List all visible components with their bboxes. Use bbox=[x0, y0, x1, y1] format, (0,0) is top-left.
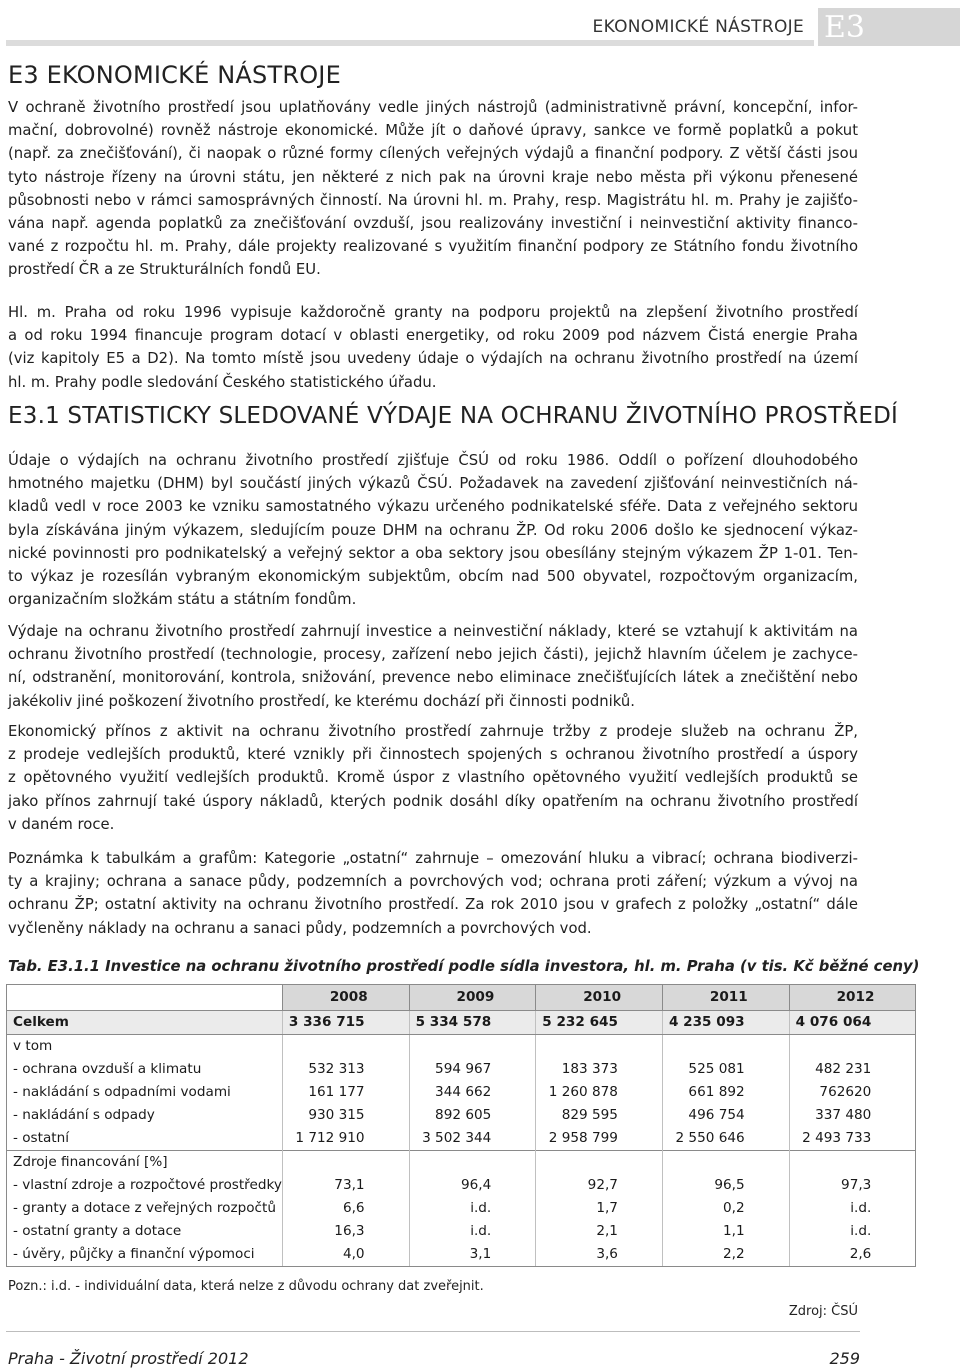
table-cell: 97,3 bbox=[789, 1174, 916, 1197]
paragraph-grants bbox=[8, 301, 858, 394]
table-caption: Tab. E3.1.1 Investice na ochranu životního prostředí podle sídla investora, hl. m. Praha (v tis. Kč běžné ceny) bbox=[8, 958, 920, 975]
text-line: prostředí ČR a ze Strukturálních fondů EU. bbox=[8, 261, 321, 279]
table-row bbox=[7, 1174, 916, 1197]
table-cell: 5 334 578 bbox=[409, 1011, 536, 1035]
header-rule bbox=[6, 40, 814, 46]
table-cell bbox=[536, 1035, 663, 1059]
text-line: hl. m. Prahy podle sledování Českého statistického úřadu. bbox=[8, 373, 437, 391]
table-cell: 532 313 bbox=[282, 1058, 409, 1081]
table-row-label: - granty a dotace z veřejných rozpočtů bbox=[7, 1197, 283, 1220]
text-line: organizačním složkám státu a státním fondům. bbox=[8, 591, 357, 609]
table-row bbox=[7, 1104, 916, 1127]
table-cell: 2 493 733 bbox=[789, 1127, 916, 1151]
table-row bbox=[7, 1243, 916, 1267]
table-cell: 96,5 bbox=[662, 1174, 789, 1197]
text-line: nické povinnosti pro podnikatelský a veřejný sektor a oba sektory jsou obesílány stejným výkazem ŽP 1-01. Ten- bbox=[8, 544, 858, 562]
table-row-label: - ochrana ovzduší a klimatu bbox=[7, 1058, 283, 1081]
text-line: (např. za znečišťování), či naopak o různé formy cílených veřejných výdajů a finanční podpory. Z větší části jsou bbox=[8, 145, 858, 163]
footer-publication: Praha - Životní prostředí 2012 bbox=[8, 1349, 249, 1368]
text-line: ty a krajiny; ochrana a sanace půdy, podzemních a povrchových vod; ochrana proti záření; výzkum a vývoj na bbox=[8, 873, 858, 891]
table-cell: 594 967 bbox=[409, 1058, 536, 1081]
table-row-label: - nakládání s odpadními vodami bbox=[7, 1081, 283, 1104]
text-line: ochranu ŽP; ostatní aktivity na ochranu životního prostředí. Za rok 2010 jsou v grafech z položky „ostatní“ dále bbox=[8, 896, 858, 914]
text-line: mační, dobrovolné) rovněž nástroje ekonomické. Může jít o daňové úpravy, sankce ve formě poplatků a pokut bbox=[8, 122, 858, 140]
table-cell: 4,0 bbox=[282, 1243, 409, 1267]
table-header-blank bbox=[7, 985, 283, 1011]
table-cell bbox=[789, 1035, 916, 1059]
table-cell: 829 595 bbox=[536, 1104, 663, 1127]
text-line: (viz kapitoly E5 a D2). Na tomto místě jsou uvedeny údaje o výdajích na ochranu životního prostředí na území bbox=[8, 350, 858, 368]
investment-table bbox=[6, 984, 916, 1267]
table-cell: 661 892 bbox=[662, 1081, 789, 1104]
text-line: vané z rozpočtu hl. m. Prahy, dále projekty realizované s využitím finanční podpory ze Státního fondu životního bbox=[8, 238, 858, 256]
text-line: Výdaje na ochranu životního prostředí zahrnují investice a neinvestiční náklady, které se vztahují k aktivitám na bbox=[8, 623, 858, 640]
table-cell bbox=[662, 1035, 789, 1059]
text-line: to výkaz je rozesílán vybraným ekonomickým subjektům, obcím nad 500 obyvatel, rozpočtovým organizacím, bbox=[8, 568, 858, 586]
table-cell: 4 076 064 bbox=[789, 1011, 916, 1035]
table-cell bbox=[409, 1035, 536, 1059]
table-cell: 3 336 715 bbox=[282, 1011, 409, 1035]
text-line: ní, odstranění, monitorování, kontrola, snižování, prevence nebo eliminace znečišťujících látek a znečištění nebo bbox=[8, 669, 858, 687]
table-cell: 2,2 bbox=[662, 1243, 789, 1267]
table-cell: i.d. bbox=[409, 1220, 536, 1243]
table-cell: 1 712 910 bbox=[282, 1127, 409, 1151]
table-header-row bbox=[7, 985, 916, 1011]
table-row-label: - úvěry, půjčky a finanční výpomoci bbox=[7, 1243, 283, 1267]
text-line: tyto nástroje řízeny na úrovni státu, jen některé z nich pak na úrovni kraje nebo města při výkonu přenesené bbox=[8, 168, 858, 186]
table-row-label: - ostatní bbox=[7, 1127, 283, 1151]
text-line: jakékoliv jiné poškození životního prostředí, ke kterému dochází při činnosti podniků. bbox=[8, 692, 635, 710]
table-header-year: 2011 bbox=[662, 985, 789, 1011]
table-note: Pozn.: i.d. - individuální data, která nelze z důvodu ochrany dat zveřejnit. bbox=[8, 1279, 484, 1294]
text-line: byla získávána jiným výkazem, sledujícím pouze DHM na ochranu ŽP. Od roku 2006 došlo ke sjednocení výkaz- bbox=[8, 521, 858, 539]
chapter-tag bbox=[818, 8, 960, 46]
table-cell: 482 231 bbox=[789, 1058, 916, 1081]
text-line: hmotného majetku (DHM) byl součástí jiných výkazů ČSÚ. Požadavek na zavedení zjišťování neinvestičních ná- bbox=[8, 475, 858, 493]
text-line: v daném roce. bbox=[8, 815, 115, 833]
table-cell: 4 235 093 bbox=[662, 1011, 789, 1035]
footer-rule bbox=[6, 1331, 860, 1332]
paragraph-intro bbox=[8, 96, 858, 282]
text-line: Ekonomický přínos z aktivit na ochranu životního prostředí zahrnuje tržby z prodeje služeb na ochranu ŽP, bbox=[8, 723, 858, 740]
paragraph-economic-benefit bbox=[8, 720, 858, 836]
table-cell bbox=[536, 1151, 663, 1175]
table-cell bbox=[789, 1151, 916, 1175]
text-line: z prodeje vedlejších produktů, které vznikly při činnostech spojených s ochranou životního prostředí a úspory bbox=[8, 746, 858, 764]
table-row-total bbox=[7, 1011, 916, 1035]
chapter-tag-text: E3 bbox=[824, 10, 865, 45]
text-line: ochranu životního prostředí (technologie, procesy, zařízení nebo jejich části), jejichž hlavním účelem je zachyce- bbox=[8, 646, 858, 664]
table-cell: 92,7 bbox=[536, 1174, 663, 1197]
table-header-year: 2010 bbox=[536, 985, 663, 1011]
text-line: vána např. agenda poplatků za znečišťování ovzduší, jsou realizovány investiční i neinvestiční aktivity financo- bbox=[8, 215, 858, 233]
table-cell: 3,1 bbox=[409, 1243, 536, 1267]
table-cell bbox=[409, 1151, 536, 1175]
text-line: Poznámka k tabulkám a grafům: Kategorie „ostatní“ zahrnuje – omezování hluku a vibrací; ochrana biodiverzi- bbox=[8, 850, 858, 867]
table-cell: 496 754 bbox=[662, 1104, 789, 1127]
text-line: kladů vedl v roce 2003 ke vzniku samostatného výkazu určeného podnikatelské sféře. Data z veřejného sektoru bbox=[8, 498, 858, 516]
table-header-year: 2008 bbox=[282, 985, 409, 1011]
table-cell: 2 958 799 bbox=[536, 1127, 663, 1151]
table-row bbox=[7, 1220, 916, 1243]
table-cell: 3 502 344 bbox=[409, 1127, 536, 1151]
table-cell bbox=[662, 1151, 789, 1175]
text-line: působnosti nebo v rámci samosprávných činností. Na úrovni hl. m. Prahy, resp. Magistrátu hl. m. Prahy je zajišťo- bbox=[8, 191, 858, 209]
text-line: Hl. m. Praha od roku 1996 vypisuje každoročně granty na podporu projektů na zlepšení životního prostředí bbox=[8, 304, 858, 321]
table-cell: 930 315 bbox=[282, 1104, 409, 1127]
text-line: jako přínos zahrnují také úspory nákladů, kterých podnik dosáhl díky opatřením na ochranu životního prostředí bbox=[8, 792, 858, 810]
paragraph-note-categories bbox=[8, 847, 858, 940]
text-line: Údaje o výdajích na ochranu životního prostředí zjišťuje ČSÚ od roku 1986. Oddíl o pořízení dlouhodobého bbox=[8, 452, 858, 469]
table-cell: 16,3 bbox=[282, 1220, 409, 1243]
table-source: Zdroj: ČSÚ bbox=[788, 1304, 858, 1319]
page-title: E3 EKONOMICKÉ NÁSTROJE bbox=[8, 61, 341, 89]
table-cell: 1 260 878 bbox=[536, 1081, 663, 1104]
table-cell bbox=[282, 1035, 409, 1059]
header-section-title: EKONOMICKÉ NÁSTROJE bbox=[592, 17, 804, 37]
table-row-group-label bbox=[7, 1151, 916, 1175]
table-cell: 1,7 bbox=[536, 1197, 663, 1220]
table-cell: 344 662 bbox=[409, 1081, 536, 1104]
table-cell: i.d. bbox=[409, 1197, 536, 1220]
table-header-year: 2009 bbox=[409, 985, 536, 1011]
text-line: V ochraně životního prostředí jsou uplatňovány vedle jiných nástrojů (administrativně právní, koncepční, infor- bbox=[8, 99, 858, 116]
text-line: z opětovného využití vedlejších produktů. Kromě úspor z vlastního opětovného využití vedlejších produktů se bbox=[8, 769, 858, 787]
table-row bbox=[7, 1197, 916, 1220]
table-row-label: Celkem bbox=[7, 1011, 283, 1035]
table-row-label: - ostatní granty a dotace bbox=[7, 1220, 283, 1243]
table-cell: 525 081 bbox=[662, 1058, 789, 1081]
paragraph-expenditure-definition bbox=[8, 620, 858, 713]
text-line: a od roku 1994 financuje program dotací v oblasti energetiky, od roku 2009 pod názvem Čistá energie Praha bbox=[8, 327, 858, 345]
table-cell: 337 480 bbox=[789, 1104, 916, 1127]
table-cell: 96,4 bbox=[409, 1174, 536, 1197]
table-header-year: 2012 bbox=[789, 985, 916, 1011]
text-line: vyčleněny náklady na ochranu a sanaci půdy, podzemních a povrchových vod. bbox=[8, 919, 592, 937]
table-cell bbox=[282, 1151, 409, 1175]
table-cell: 6,6 bbox=[282, 1197, 409, 1220]
table-cell: 73,1 bbox=[282, 1174, 409, 1197]
table-row-label: - nakládání s odpady bbox=[7, 1104, 283, 1127]
table-cell: 2,1 bbox=[536, 1220, 663, 1243]
table-row bbox=[7, 1058, 916, 1081]
table-row-group-label bbox=[7, 1035, 916, 1059]
table-cell: 2,6 bbox=[789, 1243, 916, 1267]
paragraph-data-sources bbox=[8, 449, 858, 611]
page-number: 259 bbox=[829, 1349, 860, 1368]
table-cell: 0,2 bbox=[662, 1197, 789, 1220]
table-row-label: Zdroje financování [%] bbox=[7, 1151, 283, 1175]
table-cell: 2 550 646 bbox=[662, 1127, 789, 1151]
table-row bbox=[7, 1127, 916, 1151]
table-cell: 892 605 bbox=[409, 1104, 536, 1127]
table-cell: 5 232 645 bbox=[536, 1011, 663, 1035]
table-row bbox=[7, 1081, 916, 1104]
table-cell: i.d. bbox=[789, 1220, 916, 1243]
table-row-label: - vlastní zdroje a rozpočtové prostředky bbox=[7, 1174, 283, 1197]
table-cell: i.d. bbox=[789, 1197, 916, 1220]
section-heading: E3.1 STATISTICKY SLEDOVANÉ VÝDAJE NA OCHRANU ŽIVOTNÍHO PROSTŘEDÍ bbox=[8, 403, 899, 429]
table-cell: 3,6 bbox=[536, 1243, 663, 1267]
table-row-label: v tom bbox=[7, 1035, 283, 1059]
table-cell: 762620 bbox=[789, 1081, 916, 1104]
table-cell: 183 373 bbox=[536, 1058, 663, 1081]
table-cell: 161 177 bbox=[282, 1081, 409, 1104]
table-cell: 1,1 bbox=[662, 1220, 789, 1243]
